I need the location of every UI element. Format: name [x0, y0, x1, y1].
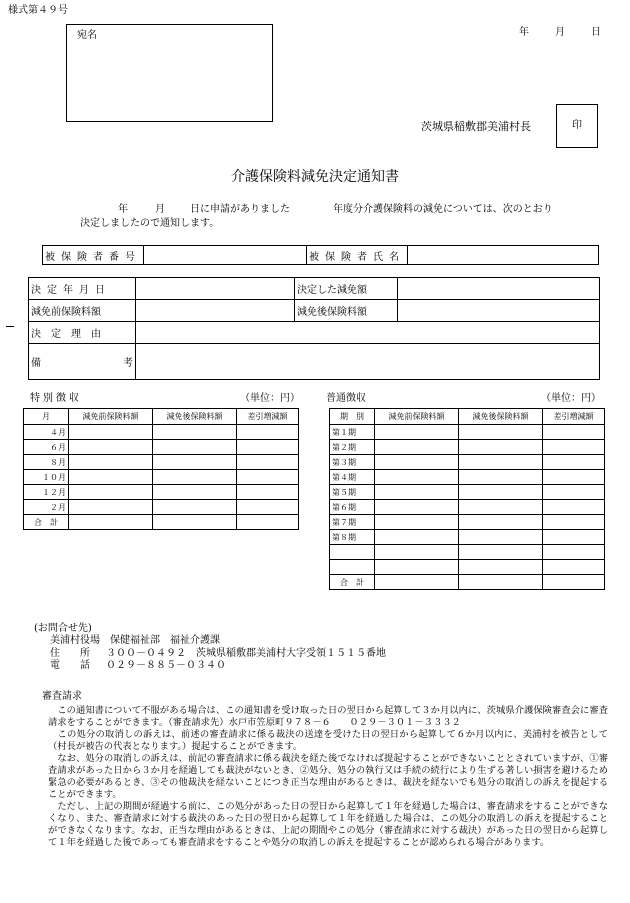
ordinary-row-label: 第８期 [330, 530, 375, 545]
ordinary-cell-after[interactable] [459, 560, 543, 575]
ordinary-cell-after[interactable] [459, 425, 543, 440]
ordinary-cell-diff[interactable] [543, 485, 605, 500]
reason-label: 決 定 理 由 [29, 322, 136, 344]
ordinary-cell-after[interactable] [459, 455, 543, 470]
remarks-label [29, 344, 136, 380]
special-title: 特別徴収 [30, 393, 82, 404]
ordinary-cell-before[interactable] [375, 485, 459, 500]
decision-amount-label: 決定した減免額 [295, 278, 398, 300]
special-cell-diff[interactable] [237, 440, 299, 455]
ordinary-row-label: 第２期 [330, 440, 375, 455]
ordinary-cell-before[interactable] [375, 515, 459, 530]
review-paragraph-1: この通知書について不服がある場合は、この通知書を受け取った日の翌日から起算して３か月以内に、茨城県介護保険審査会に審査請求をすることができます。（審査請求先）水戸市笠原町９７８－６ ０２９－３０１－３３３２ [48, 705, 608, 728]
insured-number-value[interactable] [144, 246, 307, 265]
date-year-label: 年 [519, 27, 529, 38]
ordinary-cell-after[interactable] [459, 530, 543, 545]
special-cell-diff[interactable] [237, 470, 299, 485]
ordinary-table [329, 408, 605, 590]
ordinary-row [330, 470, 605, 485]
contact-phone: ０２９－８８５－０３４０ [106, 660, 226, 671]
ordinary-row [330, 455, 605, 470]
special-cell-before[interactable] [69, 515, 153, 530]
ordinary-cell-after[interactable] [459, 545, 543, 560]
intro-fiscal: 年度分介護保険料の減免については、次のとおり [333, 204, 553, 215]
contact-office: 美浦村役場 保健福祉部 福祉介護課 [50, 635, 220, 646]
special-cell-after[interactable] [153, 500, 237, 515]
special-cell-before[interactable] [69, 500, 153, 515]
special-cell-after[interactable] [153, 470, 237, 485]
special-cell-after[interactable] [153, 515, 237, 530]
review-paragraph-2: この処分の取消しの訴えは、前述の審査請求に係る裁決の送達を受けた日の翌日から起算して６か月以内に、美浦村を被告として（村長が被告の代表となります。）提起することができます。 [48, 729, 608, 752]
contact-address-label: 住 所 [50, 648, 90, 659]
ordinary-cell-diff[interactable] [543, 515, 605, 530]
contact-phone-label: 電 話 [50, 660, 90, 671]
special-row-label: １０月 [24, 470, 69, 485]
ordinary-row-label [330, 560, 375, 575]
before-amount-value[interactable] [136, 300, 295, 322]
ordinary-cell-before[interactable] [375, 425, 459, 440]
special-row-label: ４月 [24, 425, 69, 440]
ordinary-cell-after[interactable] [459, 485, 543, 500]
ordinary-cell-before[interactable] [375, 440, 459, 455]
ordinary-row [330, 545, 605, 560]
ordinary-cell-before[interactable] [375, 560, 459, 575]
punch-mark [6, 326, 14, 327]
special-cell-diff[interactable] [237, 455, 299, 470]
ordinary-title: 普通徴収 [326, 393, 366, 404]
remarks-label-2: 考 [123, 358, 133, 369]
ordinary-cell-diff[interactable] [543, 530, 605, 545]
ordinary-row-label: 第４期 [330, 470, 375, 485]
special-table [23, 408, 299, 530]
page-title: 介護保険料減免決定通知書 [231, 169, 399, 185]
ordinary-cell-diff[interactable] [543, 455, 605, 470]
special-cell-after[interactable] [153, 455, 237, 470]
ordinary-cell-after[interactable] [459, 515, 543, 530]
ordinary-header-after: 減免後保険料額 [459, 409, 543, 425]
ordinary-header-period: 期 別 [330, 409, 375, 425]
special-row-label: １２月 [24, 485, 69, 500]
special-header-month: 月 [24, 409, 69, 425]
ordinary-cell-after[interactable] [459, 575, 543, 590]
special-header-before: 減免前保険料額 [69, 409, 153, 425]
seal-box [556, 104, 598, 148]
intro-year: 年 [118, 204, 128, 215]
ordinary-cell-diff[interactable] [543, 470, 605, 485]
ordinary-row [330, 560, 605, 575]
seal-label: 印 [572, 120, 582, 131]
special-cell-diff[interactable] [237, 500, 299, 515]
date-month-label: 月 [555, 27, 565, 38]
decision-date-label: 決定年月日 [29, 278, 136, 300]
special-row [24, 485, 299, 500]
special-unit: （単位：円） [240, 393, 300, 404]
ordinary-cell-after[interactable] [459, 440, 543, 455]
special-cell-after[interactable] [153, 425, 237, 440]
decision-date-value[interactable] [136, 278, 295, 300]
insured-name-value[interactable] [408, 246, 599, 265]
special-total-label: 合 計 [24, 515, 69, 530]
ordinary-row [330, 485, 605, 500]
review-heading: 審査請求 [42, 691, 82, 702]
ordinary-cell-diff[interactable] [543, 575, 605, 590]
ordinary-row [330, 530, 605, 545]
intro-day-text: 日に申請がありました [190, 204, 290, 215]
before-amount-label: 減免前保険料額 [29, 300, 136, 322]
special-row [24, 455, 299, 470]
ordinary-row [330, 500, 605, 515]
contact-heading: (お問合せ先) [34, 623, 92, 634]
special-row [24, 470, 299, 485]
decision-table [28, 277, 600, 380]
ordinary-cell-before[interactable] [375, 575, 459, 590]
ordinary-row [330, 425, 605, 440]
special-row-label: ８月 [24, 455, 69, 470]
ordinary-row-label [330, 545, 375, 560]
special-row [24, 500, 299, 515]
ordinary-header-diff: 差引増減額 [543, 409, 605, 425]
ordinary-row-label: 第１期 [330, 425, 375, 440]
intro-line2: 決定しましたので通知します。 [80, 218, 220, 229]
special-cell-after[interactable] [153, 440, 237, 455]
special-cell-before[interactable] [69, 470, 153, 485]
issuer-name: 茨城県稲敷郡美浦村長 [421, 120, 531, 133]
review-paragraph-4: ただし、上記の期間が経過する前に、この処分があった日の翌日から起算して１年を経過した場合は、審査請求をすることができなくなり、また、審査請求に対する裁決のあった日の翌日から起算して１年を経過した場合は、この処分の取消しの訴えを提起することができなくなります。なお、正当な理由があるときは、上記の期間やこの処分（審査請求に対する裁決）があった日の翌日から起算して１年を経過した後であっても審査請求をすることや処分の取消しの訴えを提起することが認められる場合があります。 [48, 801, 608, 848]
special-row [24, 515, 299, 530]
ordinary-cell-diff[interactable] [543, 500, 605, 515]
special-cell-before[interactable] [69, 425, 153, 440]
ordinary-row [330, 515, 605, 530]
review-paragraph-3: なお、処分の取消しの訴えは、前記の審査請求に係る裁決を経た後でなければ提起することができないこととされていますが、①審査請求があった日から３か月を経過しても裁決がないとき、②処分、処分の執行又は手続の続行により生ずる著しい損害を避けるため緊急の必要があるとき、③その他裁決を経ないことにつき正当な理由があるときは、裁決を経ないでも処分の取消しの訴えを提起することができます。 [48, 753, 608, 800]
contact-address: ３００－０４９２ 茨城県稲敷郡美浦村大字受領１５１５番地 [106, 648, 386, 659]
special-cell-diff[interactable] [237, 425, 299, 440]
special-cell-before[interactable] [69, 455, 153, 470]
remarks-value[interactable] [136, 344, 600, 380]
ordinary-cell-before[interactable] [375, 455, 459, 470]
insured-table [42, 245, 599, 265]
special-row [24, 425, 299, 440]
addressee-box[interactable] [66, 24, 273, 122]
review-body [48, 705, 608, 849]
insured-number-label: 被保険者番号 [43, 246, 144, 265]
special-cell-diff[interactable] [237, 515, 299, 530]
form-number: 様式第４９号 [8, 5, 68, 16]
ordinary-cell-before[interactable] [375, 530, 459, 545]
ordinary-cell-diff[interactable] [543, 560, 605, 575]
ordinary-row-label: 第７期 [330, 515, 375, 530]
addressee-label: 宛名 [77, 30, 97, 41]
special-cell-after[interactable] [153, 485, 237, 500]
ordinary-cell-after[interactable] [459, 500, 543, 515]
ordinary-cell-after[interactable] [459, 470, 543, 485]
special-header-after: 減免後保険料額 [153, 409, 237, 425]
ordinary-row [330, 575, 605, 590]
special-row-label: ２月 [24, 500, 69, 515]
ordinary-cell-before[interactable] [375, 545, 459, 560]
after-amount-label: 減免後保険料額 [295, 300, 398, 322]
ordinary-header-before: 減免前保険料額 [375, 409, 459, 425]
special-row-label: ６月 [24, 440, 69, 455]
ordinary-cell-before[interactable] [375, 500, 459, 515]
after-amount-value[interactable] [398, 300, 600, 322]
ordinary-unit: （単位：円） [541, 393, 601, 404]
date-day-label: 日 [591, 27, 601, 38]
reason-value[interactable] [136, 322, 600, 344]
special-cell-before[interactable] [69, 485, 153, 500]
ordinary-cell-diff[interactable] [543, 425, 605, 440]
special-row [24, 440, 299, 455]
ordinary-row-label: 第５期 [330, 485, 375, 500]
ordinary-cell-diff[interactable] [543, 440, 605, 455]
special-cell-before[interactable] [69, 440, 153, 455]
intro-month: 月 [155, 204, 165, 215]
special-header-diff: 差引増減額 [237, 409, 299, 425]
remarks-label-1: 備 [31, 358, 41, 369]
decision-amount-value[interactable] [398, 278, 600, 300]
ordinary-cell-diff[interactable] [543, 545, 605, 560]
insured-name-label: 被保険者氏名 [307, 246, 408, 265]
special-cell-diff[interactable] [237, 485, 299, 500]
ordinary-cell-before[interactable] [375, 470, 459, 485]
ordinary-row-label: 第６期 [330, 500, 375, 515]
ordinary-total-label: 合 計 [330, 575, 375, 590]
ordinary-row [330, 440, 605, 455]
ordinary-row-label: 第３期 [330, 455, 375, 470]
